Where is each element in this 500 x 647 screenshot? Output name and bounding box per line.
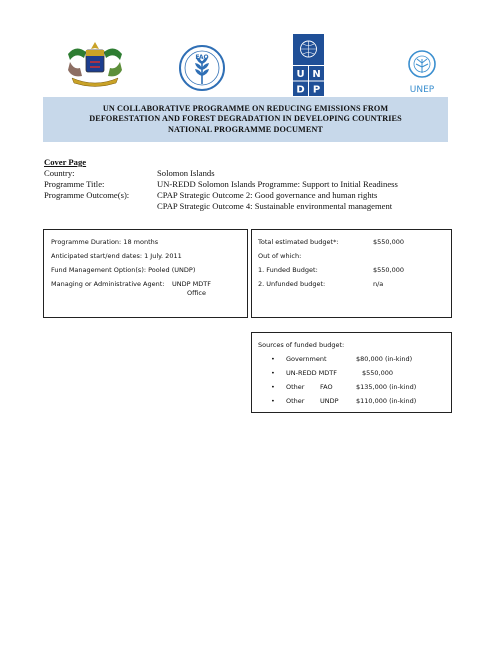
fund-management-option: Fund Management Option(s): Pooled (UNDP) [51,266,196,274]
cover-page-section [44,157,454,212]
funding-source-agency: UNDP [320,397,339,405]
funding-source-amount: $80,000 (in-kind) [356,355,413,363]
funding-source-name: Other [286,383,305,391]
unfunded-budget-value: n/a [373,280,384,288]
banner-line-3: NATIONAL PROGRAMME DOCUMENT [168,124,323,134]
funding-source-name: Government [286,355,327,363]
solomon-islands-coat-of-arms-logo [60,40,130,90]
total-budget-label: Total estimated budget*: [258,238,339,246]
programme-duration: Programme Duration: 18 months [51,238,159,246]
funding-source-item [252,383,451,393]
funding-source-name: UN-REDD MDTF [286,369,337,377]
funding-source-amount: $110,000 (in-kind) [356,397,417,405]
funded-budget-label: 1. Funded Budget: [258,266,318,274]
bullet-icon: • [271,383,275,391]
unfunded-budget-label: 2. Unfunded budget: [258,280,326,288]
programme-outcomes-label: Programme Outcome(s): [44,190,130,200]
funded-budget-value: $550,000 [373,266,405,274]
programme-title-label: Programme Title: [44,179,105,189]
banner-line-1: UN COLLABORATIVE PROGRAMME ON REDUCING EMISSIONS FROM [102,103,389,113]
title-banner [43,97,448,142]
total-budget-value: $550,000 [373,238,405,246]
out-of-which-label: Out of which: [258,252,302,260]
funding-source-name: Other [286,397,305,405]
undp-letter-p: P [312,84,321,96]
country-row [44,168,454,179]
programme-outcome-1: CPAP Strategic Outcome 2: Good governance and human rights [157,190,378,200]
programme-title-row [44,179,454,190]
funding-source-item [252,355,451,365]
country-value: Solomon Islands [157,168,215,178]
funding-source-item [252,369,451,379]
programme-title-value: UN-REDD Solomon Islands Programme: Support to Initial Readiness [157,179,398,189]
funding-source-amount: $550,000 [362,369,394,377]
fao-logo [178,44,226,92]
funding-source-agency: FAO [320,383,333,391]
bullet-icon: • [271,369,275,377]
managing-agent-value-1: UNDP MDTF [172,280,211,288]
managing-agent-value-2: Office [187,289,206,297]
funding-source-amount: $135,000 (in-kind) [356,383,417,391]
country-label: Country: [44,168,75,178]
undp-letter-d: D [296,84,305,96]
funding-sources-box [251,332,452,413]
programme-outcome-2: CPAP Strategic Outcome 4: Sustainable environmental management [157,201,393,211]
bullet-icon: • [271,397,275,405]
undp-letter-u: U [296,69,305,80]
unep-text: UNEP [409,85,435,95]
undp-logo [293,34,324,96]
managing-agent-label: Managing or Administrative Agent: [51,280,165,288]
budget-box [251,229,452,318]
programme-outcomes-row-2 [44,201,454,212]
programme-details-box [43,229,248,318]
cover-page-heading: Cover Page [44,157,87,167]
anticipated-dates: Anticipated start/end dates: 1 July. 2011 [51,252,182,260]
fao-text: FAO [195,54,209,61]
banner-line-2: DEFORESTATION AND FOREST DEGRADATION IN DEVELOPING COUNTRIES [89,114,402,124]
funding-sources-heading: Sources of funded budget: [258,341,345,349]
bullet-icon: • [271,355,275,363]
funding-source-item [252,397,451,407]
undp-letter-n: N [312,69,321,80]
programme-outcomes-row [44,190,454,201]
unep-logo [402,49,442,95]
